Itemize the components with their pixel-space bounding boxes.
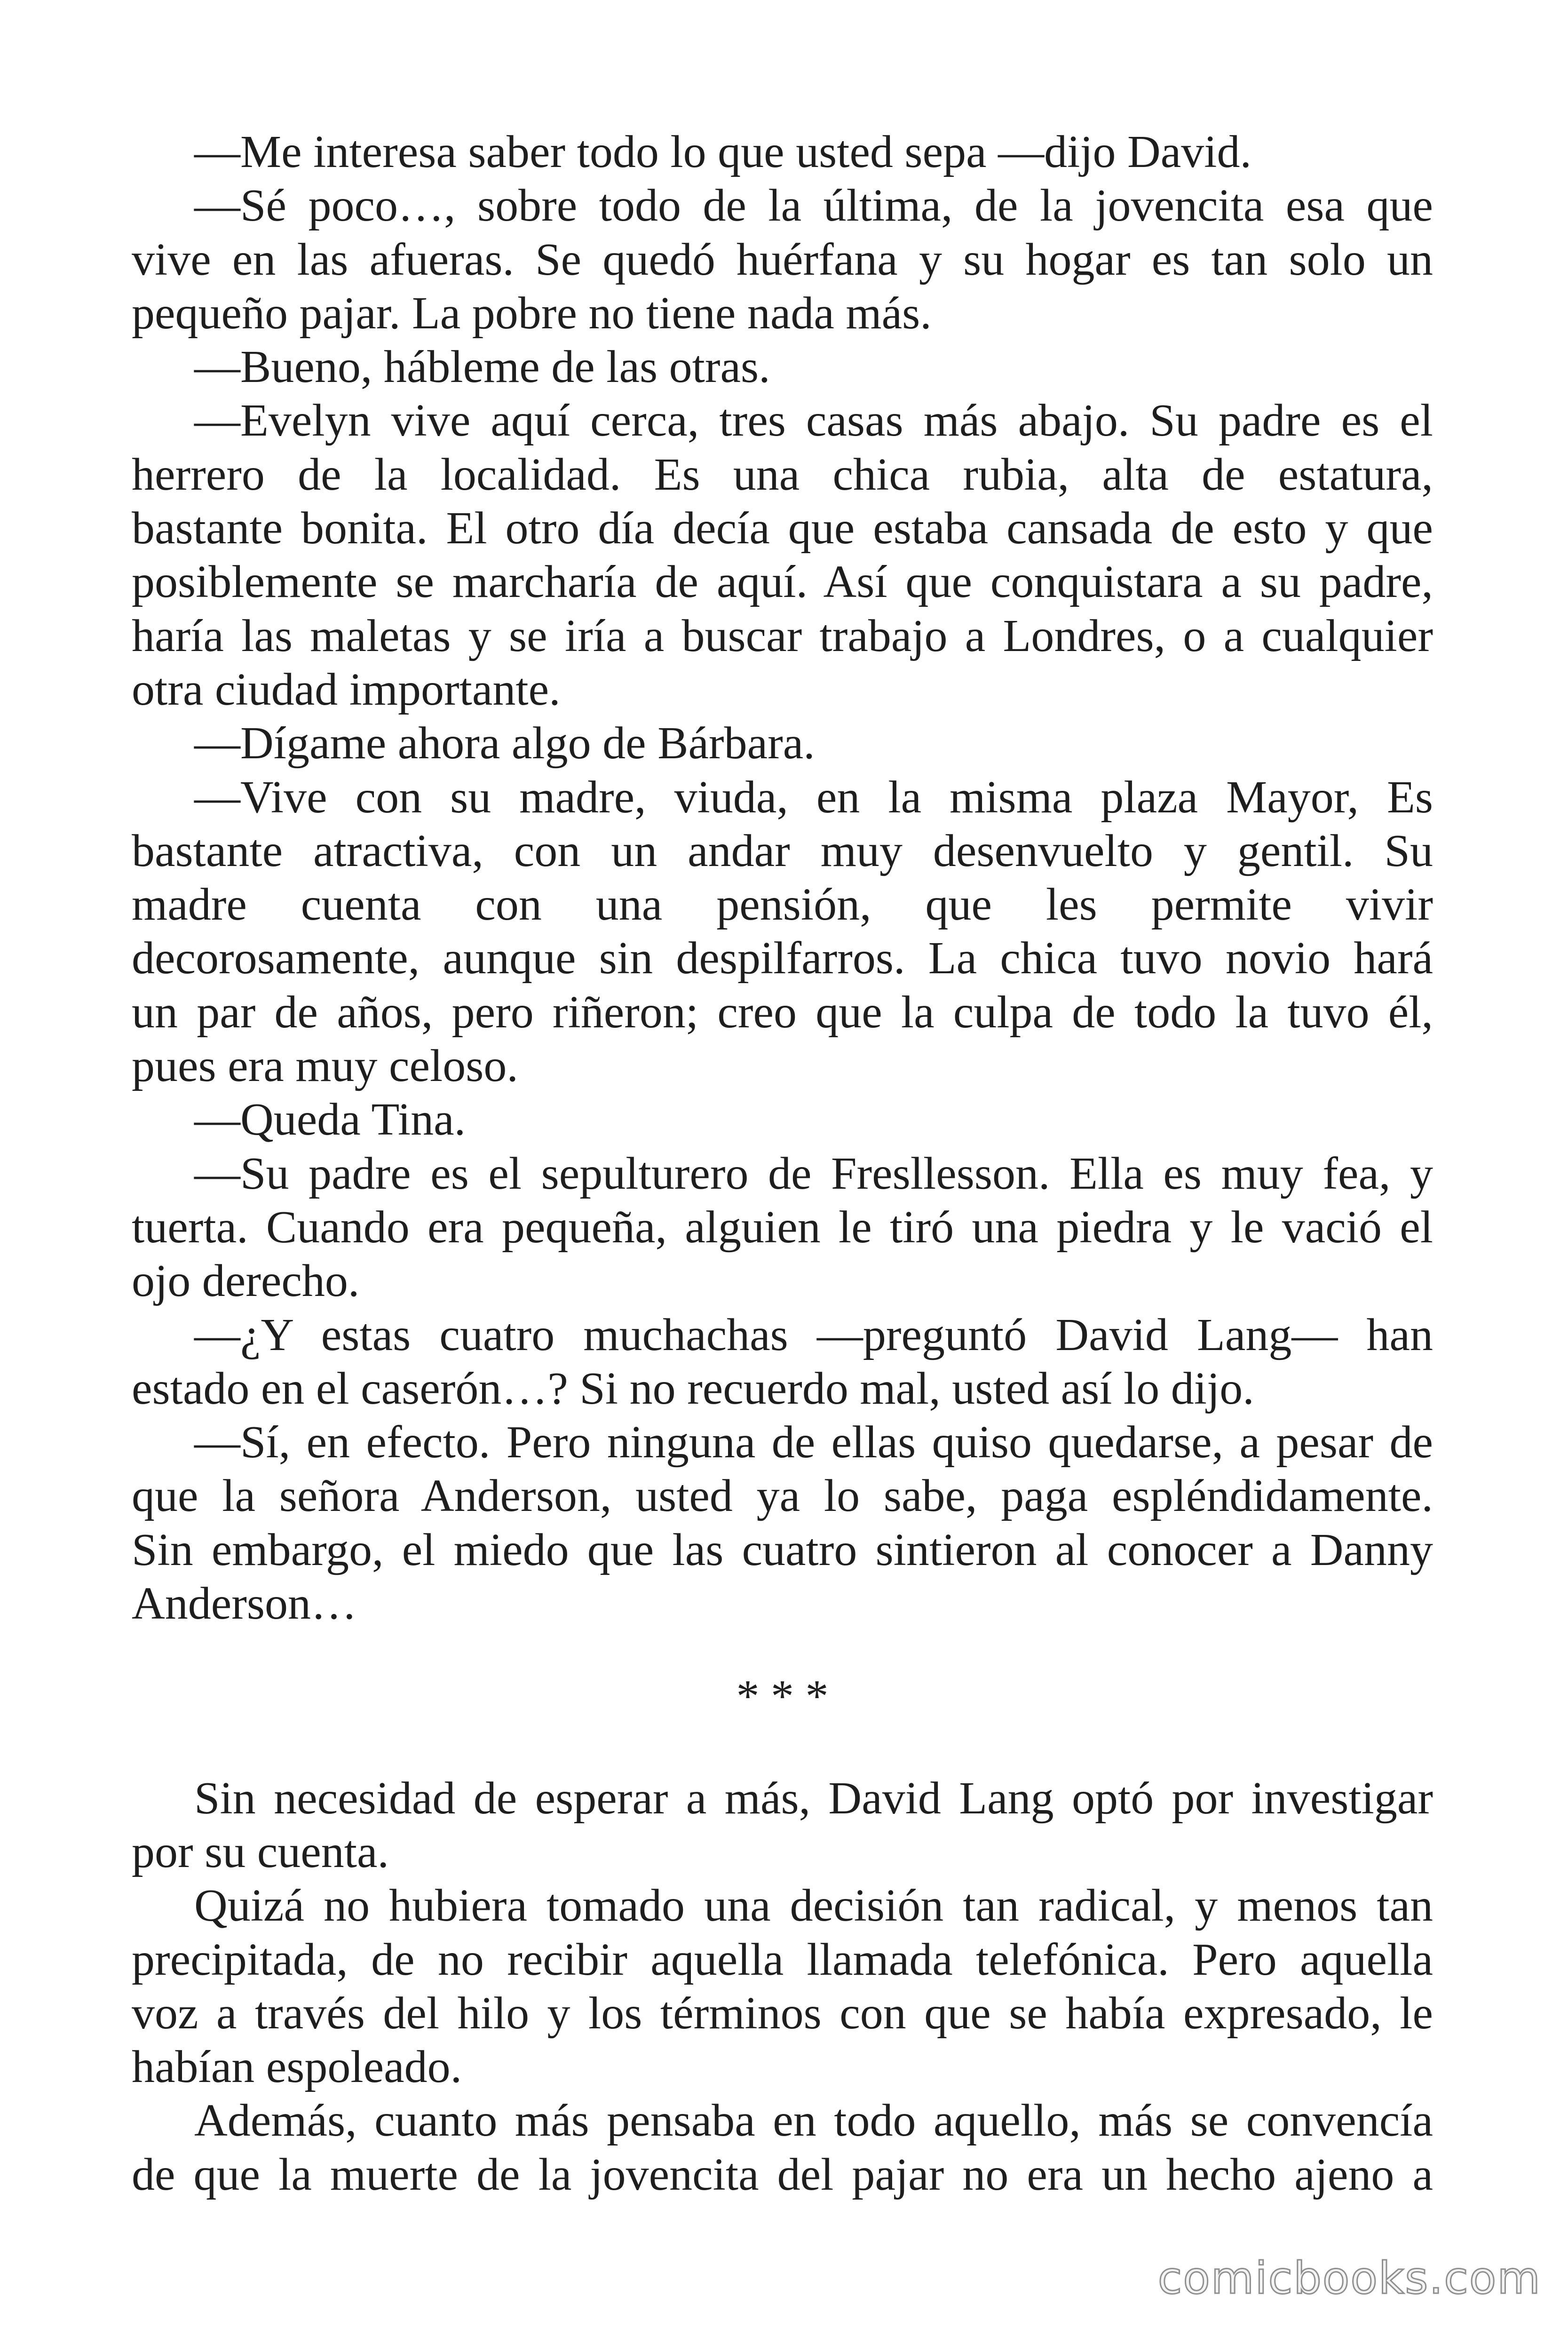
paragraph [132, 179, 1433, 340]
text-line: Sin necesidad de esperar a más, David Lang optó por investigar [194, 1772, 1433, 1824]
paragraph [132, 771, 1433, 1093]
text-line: —Me interesa saber todo lo que usted sepa —dijo David. [194, 127, 1252, 177]
text-line: bastante atractiva, con un andar muy desenvuelto y gentil. Su [132, 825, 1433, 876]
text-line: pequeño pajar. La pobre no tiene nada más. [132, 287, 932, 339]
text-line: bastante bonita. El otro día decía que estaba cansada de esto y que [132, 503, 1433, 554]
section-2 [132, 1772, 1433, 2201]
text-line: haría las maletas y se iría a buscar trabajo a Londres, o a cualquier [132, 610, 1433, 661]
text-line: por su cuenta. [132, 1826, 389, 1877]
text-line: tuerta. Cuando era pequeña, alguien le tiró una piedra y le vació el [132, 1201, 1433, 1253]
text-line: pues era muy celoso. [132, 1041, 518, 1092]
text-line: Además, cuanto más pensaba en todo aquello, más se convencía [194, 2095, 1433, 2146]
page-text [132, 125, 1433, 2201]
text-line: —Vive con su madre, viuda, en la misma plaza Mayor, Es [194, 771, 1433, 823]
paragraph [132, 1415, 1433, 1630]
text-line: que la señora Anderson, usted ya lo sabe, paga espléndidamente. [132, 1470, 1433, 1522]
text-line: Sin embargo, el miedo que las cuatro sintieron al conocer a Danny [132, 1524, 1433, 1575]
paragraph [132, 340, 1433, 394]
watermark: comicbooks.com [1157, 2253, 1541, 2304]
text-line: herrero de la localidad. Es una chica rubia, alta de estatura, [132, 449, 1433, 500]
text-line: precipitada, de no recibir aquella llamada telefónica. Pero aquella [132, 1934, 1433, 1985]
paragraph [132, 716, 1433, 770]
paragraph [132, 125, 1433, 179]
text-line: de que la muerte de la jovencita del pajar no era un hecho ajeno a [132, 2149, 1433, 2200]
text-line: —Sé poco…, sobre todo de la última, de la jovencita esa que [194, 180, 1433, 231]
text-line: un par de años, pero riñeron; creo que la culpa de todo la tuvo él, [132, 986, 1433, 1038]
section-1 [132, 125, 1433, 1630]
text-line: —¿Y estas cuatro muchachas —preguntó David Lang— han [194, 1309, 1433, 1360]
text-line: posiblemente se marcharía de aquí. Así que conquistara a su padre, [132, 556, 1433, 608]
text-line: voz a través del hilo y los términos con que se había expresado, le [132, 1987, 1433, 2039]
text-line: decorosamente, aunque sin despilfarros. La chica tuvo novio hará [132, 933, 1433, 984]
text-line: —Dígame ahora algo de Bárbara. [194, 718, 815, 769]
text-line: Anderson… [132, 1578, 357, 1629]
paragraph [132, 1772, 1433, 1879]
text-line: otra ciudad importante. [132, 664, 561, 715]
text-line: habían espoleado. [132, 2042, 462, 2093]
paragraph [132, 1879, 1433, 2094]
paragraph [132, 2094, 1433, 2201]
text-line: —Evelyn vive aquí cerca, tres casas más abajo. Su padre es el [194, 395, 1433, 446]
paragraph [132, 1308, 1433, 1416]
text-line: —Bueno, hábleme de las otras. [194, 342, 770, 393]
text-line: ojo derecho. [132, 1255, 360, 1307]
paragraph [132, 394, 1433, 716]
text-line: Quizá no hubiera tomado una decisión tan radical, y menos tan [194, 1880, 1433, 1931]
text-line: estado en el caserón…? Si no recuerdo mal, usted así lo dijo. [132, 1363, 1254, 1414]
scene-break: * * * [736, 1671, 829, 1722]
text-line: —Queda Tina. [194, 1094, 466, 1145]
text-line: madre cuenta con una pensión, que les permite vivir [132, 879, 1433, 930]
text-line: —Sí, en efecto. Pero ninguna de ellas quiso quedarse, a pesar de [194, 1417, 1433, 1468]
paragraph [132, 1147, 1433, 1308]
text-line: vive en las afueras. Se quedó huérfana y su hogar es tan solo un [132, 234, 1433, 285]
text-line: —Su padre es el sepulturero de Fresllesson. Ella es muy fea, y [194, 1148, 1433, 1199]
paragraph [132, 1093, 1433, 1146]
